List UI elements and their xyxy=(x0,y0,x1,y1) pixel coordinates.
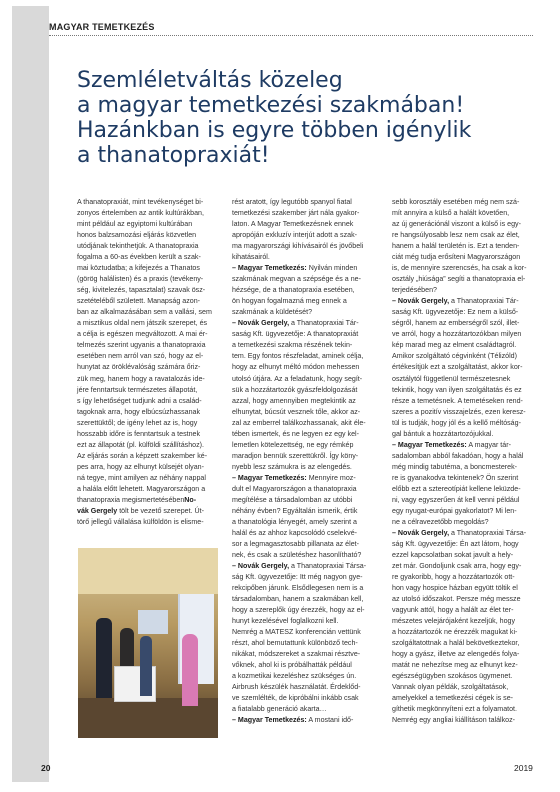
title-line: Szemléletváltás közeleg xyxy=(77,68,343,93)
speaker-label: – Magyar Temetkezés: xyxy=(232,264,307,273)
text-run: néhány évben? Egyáltalán ismerik, értik xyxy=(232,506,358,515)
text-run: kép marad meg az elment családtagról. xyxy=(392,341,517,350)
text-run: mint például az egyiptomi kultúrában xyxy=(77,220,193,229)
text-run: mai köztudatba; a kifejezés a Thanatos xyxy=(77,264,200,273)
text-line xyxy=(232,561,380,572)
photo-person xyxy=(140,636,152,696)
text-run: A magyar tár- xyxy=(466,440,511,449)
text-line xyxy=(232,385,380,396)
text-line xyxy=(232,638,380,649)
text-line xyxy=(77,197,219,208)
text-run: a Thanatopraxiai Társa- xyxy=(289,562,367,571)
text-line xyxy=(77,396,219,407)
text-run: A mostani idő- xyxy=(306,716,354,725)
text-line xyxy=(77,329,219,340)
speaker-label: – Novák Gergely, xyxy=(232,562,290,571)
text-run: osztálytól függetlenül természetesnek xyxy=(392,374,511,383)
text-line xyxy=(77,252,219,263)
text-run: tekintik, hogy van ilyen szolgáltatás és ez xyxy=(392,385,522,394)
text-line xyxy=(392,318,542,329)
text-run: vőknek, ahol ki is próbálhatták például xyxy=(232,661,352,670)
text-run: hunytat az öröklévalóság számára őriz- xyxy=(77,363,201,372)
text-line xyxy=(232,462,380,473)
text-line xyxy=(77,307,219,318)
text-line xyxy=(232,451,380,462)
text-run: a Thanatopraxiai Tár- xyxy=(289,319,359,328)
text-line xyxy=(232,219,380,230)
text-line xyxy=(392,451,542,462)
text-line xyxy=(77,473,219,484)
exhibition-photo xyxy=(78,548,218,738)
text-run: hon vagy hospice házban együtt töltik el xyxy=(392,584,518,593)
text-line xyxy=(77,506,219,517)
text-run: ság Kft. ügyvezetője: Itt még nagyon gye- xyxy=(232,573,363,582)
text-run: tölt be vezető szerepet. Út- xyxy=(117,506,204,515)
text-line xyxy=(232,407,380,418)
text-line xyxy=(392,296,542,307)
text-line xyxy=(232,605,380,616)
text-line xyxy=(392,539,542,550)
text-line xyxy=(392,385,542,396)
text-run: ön hogyan fogalmazná meg ennek a xyxy=(232,297,347,306)
text-run: ciát még tudja erősíteni Magyarországon xyxy=(392,253,521,262)
text-run: rekcipőben járunk. Elsődlegesen nem is a xyxy=(232,584,364,593)
speaker-label: – Magyar Temetkezés: xyxy=(232,473,307,482)
text-run: ná tegye, mint amilyen az néhány nappal xyxy=(77,473,206,482)
text-run: szerettüktől; de igény lehet az is, hogy xyxy=(77,418,198,427)
text-run: zonyos értelemben az antik kultúrákban, xyxy=(77,209,204,218)
text-run: matát ne nehezítse meg az elhunyt kez- xyxy=(392,661,518,670)
speaker-label: vák Gergely xyxy=(77,506,118,515)
text-run: előbb ezt a sztereotípiát kellene leküzde- xyxy=(392,484,521,493)
text-run: a kozmetikai kezeléshez szükséges ún. xyxy=(232,672,357,681)
text-run: mészetes velejárójaként kezeljük, hogy xyxy=(392,617,516,626)
text-run: ve arról, hogy a hozzátartozókban milyen xyxy=(392,330,522,339)
side-gray-strip xyxy=(12,6,49,782)
text-line xyxy=(232,660,380,671)
text-line xyxy=(392,285,542,296)
text-run: elhunytat, búcsút vesznek tőle, akkor az- xyxy=(232,407,361,416)
text-line xyxy=(392,208,542,219)
text-line xyxy=(77,495,219,506)
text-line xyxy=(232,550,380,561)
text-line xyxy=(77,230,219,241)
speaker-label: No- xyxy=(184,495,197,504)
text-line xyxy=(77,440,219,451)
text-run: Mennyire moz- xyxy=(306,473,356,482)
text-line xyxy=(77,208,219,219)
text-run: a misztikus oldal nem játszik szerepet, és xyxy=(77,319,208,328)
text-run: nikákat, módszereket a szakmai résztve- xyxy=(232,650,361,659)
photo-person xyxy=(182,634,198,706)
text-run: ség, kivitelezés, tapasztalat) szavak ösz- xyxy=(77,286,206,295)
text-run: a thanatológia lényegét, amely szerint a xyxy=(232,517,358,526)
text-line xyxy=(232,506,380,517)
text-line xyxy=(232,616,380,627)
photo-screen xyxy=(138,610,168,634)
text-run: dult el Magyarországon a thanatopraxia xyxy=(232,484,357,493)
text-run: része a temetésnek. A temetéseken rend- xyxy=(392,396,523,405)
text-line xyxy=(77,351,219,362)
text-run: is, de mennyire szerencsés, ha csak a kor- xyxy=(392,264,527,273)
text-run: fogalma a 60-as években került a szak- xyxy=(77,253,201,262)
text-run: saság Kft. ügyvezetője: A thanatopraxiát xyxy=(232,330,359,339)
text-run: a fiatalabb generáció akarta… xyxy=(232,705,327,714)
text-run: Nyilván minden xyxy=(306,264,358,273)
text-line xyxy=(232,440,380,451)
text-run: megítélése a társadalomban az utóbbi xyxy=(232,495,353,504)
photo-wall xyxy=(78,548,218,594)
text-line xyxy=(392,594,542,605)
text-line xyxy=(392,528,542,539)
text-run: a temetkezési szakma részének tekin- xyxy=(232,341,353,350)
text-line xyxy=(392,671,542,682)
text-line xyxy=(232,704,380,715)
text-run: ségről, hanem az emberségről szól, illet- xyxy=(392,319,520,328)
text-line xyxy=(232,484,380,495)
text-line xyxy=(232,208,380,219)
text-line xyxy=(77,429,219,440)
text-run: a Thanatopraxiai Társa- xyxy=(449,528,527,537)
text-run: sebb korosztály esetében még nem szá- xyxy=(392,198,520,206)
text-line xyxy=(232,197,380,208)
text-run: gíthetik megkönnyíteni ezt a folyamatot. xyxy=(392,705,517,714)
text-line xyxy=(77,296,219,307)
text-run: utolsó útjára. Az a feladatunk, hogy segít- xyxy=(232,374,363,383)
text-run: hogy az elhunyt méltó módon mehessen xyxy=(232,363,360,372)
article-column-3 xyxy=(392,197,542,727)
text-line xyxy=(392,550,542,561)
text-run: azzal, hogy amennyiben megtekintik az xyxy=(232,396,356,405)
text-run: mít annyira a külső a halált követően, xyxy=(392,209,510,218)
text-line xyxy=(392,638,542,649)
text-run: re hangsúlyosabb lesz nem csak az élet, xyxy=(392,231,520,240)
text-run: tül is tudják, hogy jól és a kellő méltóság- xyxy=(392,418,521,427)
text-line xyxy=(392,418,542,429)
text-line xyxy=(232,374,380,385)
text-line xyxy=(232,627,380,638)
text-run: nek, és csak a születéshez hasonlítható? xyxy=(232,551,362,559)
text-run: ság Kft. ügyvezetője: Én azt látom, hogy xyxy=(392,539,519,548)
text-line xyxy=(77,484,219,495)
text-run: jére fenntartsuk természetes állapotát, xyxy=(77,385,198,394)
text-line xyxy=(77,407,219,418)
speaker-label: – Magyar Temetkezés: xyxy=(232,716,307,725)
text-line xyxy=(392,429,542,440)
text-line xyxy=(232,715,380,726)
text-line xyxy=(77,241,219,252)
text-line xyxy=(392,197,542,208)
text-run: egészségügyben szokásos ügymenet. xyxy=(392,672,513,681)
text-line xyxy=(392,440,542,451)
text-line xyxy=(232,671,380,682)
text-line xyxy=(392,484,542,495)
text-run: re gyakoribb, hogy a hozzátartozók ott- xyxy=(392,573,515,582)
text-line xyxy=(77,274,219,285)
text-line xyxy=(232,572,380,583)
text-run: (görög halálisten) és a praxis (tevékeny- xyxy=(77,275,204,284)
text-run: ve szemlélték, de kipróbálni inkább csak xyxy=(232,694,359,703)
text-line xyxy=(232,230,380,241)
text-line xyxy=(392,396,542,407)
text-line xyxy=(392,572,542,583)
text-line xyxy=(77,362,219,373)
text-line xyxy=(232,693,380,704)
text-run: saság Kft. ügyvezetője: Ez nem a külső- xyxy=(392,308,519,317)
text-line xyxy=(392,693,542,704)
text-run: A thanatopraxiát, mint tevékenységet bi- xyxy=(77,198,204,206)
text-line xyxy=(392,682,542,693)
text-line xyxy=(392,517,542,528)
text-run: lemetlen kötelezettség, ne egy rémkép xyxy=(232,440,354,449)
text-line xyxy=(77,517,219,528)
text-line xyxy=(392,230,542,241)
text-line xyxy=(232,429,380,440)
text-run: hunyt kezelésével foglalkozni kell. xyxy=(232,617,339,626)
text-run: zet már. Gondoljunk csak arra, hogy egy- xyxy=(392,562,522,571)
text-run: apropóján exkluzív interjút adott a szak- xyxy=(232,231,357,240)
text-line xyxy=(392,473,542,484)
text-line xyxy=(77,219,219,230)
text-run: vagyunk attól, hogy a halált az élet ter- xyxy=(392,606,514,615)
text-run: maradjon bennük szerettükről. Így köny- xyxy=(232,451,359,460)
text-line xyxy=(232,307,380,318)
text-line xyxy=(77,263,219,274)
text-line xyxy=(392,506,542,517)
text-run: hogy a szereplők úgy érezzék, hogy az el- xyxy=(232,606,365,615)
text-run: thanatopraxia megismertetésében xyxy=(77,495,185,504)
text-run: egy nyugat-európai gyakorlatot? Mi len- xyxy=(392,506,517,515)
article-title xyxy=(77,68,537,168)
text-run: szakmának a küldetését? xyxy=(232,308,313,317)
text-line xyxy=(392,362,542,373)
text-run: osztály „hiúsága” segíti a thanatopraxia el- xyxy=(392,275,526,284)
text-run: Vannak olyan példák, szolgáltatások, xyxy=(392,683,509,692)
text-line xyxy=(232,539,380,550)
text-line xyxy=(392,274,542,285)
text-run: sor a legmagasztosabb pillanata az élet- xyxy=(232,539,359,548)
text-run: szeres a pozitív visszajelzés, ezen keresz- xyxy=(392,407,526,416)
text-line xyxy=(392,374,542,385)
text-line xyxy=(232,583,380,594)
text-line xyxy=(392,704,542,715)
text-run: szakmának megvan a szépsége és a ne- xyxy=(232,275,361,284)
text-line xyxy=(77,374,219,385)
text-line xyxy=(232,517,380,528)
speaker-label: – Novák Gergely, xyxy=(392,297,450,306)
text-line xyxy=(232,362,380,373)
text-run: ezzel kapcsolatban sokat javult a hely- xyxy=(392,551,514,559)
text-run: rést aratott, így legutóbb spanyol fiatal xyxy=(232,198,352,206)
text-line xyxy=(232,340,380,351)
text-run: s így lehetőséget tudjunk adni a család- xyxy=(77,396,202,405)
text-line xyxy=(77,385,219,396)
title-line: Hazánkban is egyre többen igénylik xyxy=(77,118,472,143)
text-line xyxy=(232,473,380,484)
section-header: MAGYAR TEMETKEZÉS xyxy=(49,22,155,32)
text-line xyxy=(232,318,380,329)
text-run: az új generációnál viszont a külső is egy- xyxy=(392,220,521,229)
text-line xyxy=(232,418,380,429)
text-run: Nemrég a MATESZ konferencián vettünk xyxy=(232,628,361,637)
header-divider xyxy=(49,35,533,36)
issue-year: 2019 xyxy=(514,763,533,773)
text-run: törő jellegű vállalása külföldön is elisme- xyxy=(77,517,204,526)
text-run: Amikor szolgáltató cégvinként (Télizóld) xyxy=(392,352,517,361)
text-run: részt, ahol bemutattunk különböző tech- xyxy=(232,639,358,648)
text-run: az utolsó időszakot. Persze még messze xyxy=(392,595,521,604)
text-line xyxy=(392,715,542,726)
text-run: sük a hozzátartozók gyászfeldolgozását xyxy=(232,385,358,394)
text-run: a hozzátartozók ne érezzék magukat ki- xyxy=(392,628,518,637)
text-run: sadalomban abból fakadóan, hogy a halál xyxy=(392,451,524,460)
text-run: tem. Egy fontos részfeladat, aminek célja, xyxy=(232,352,364,361)
text-run: tagoknak arra, hogy elbúcsúzhassanak xyxy=(77,407,201,416)
text-line xyxy=(232,296,380,307)
title-line: a magyar temetkezési szakmában! xyxy=(77,93,465,118)
text-run: ban az alkalmazásában sem a vallási, sem xyxy=(77,308,212,317)
text-run: szolgáltatottnak a halál bekövetkeztekor, xyxy=(392,639,520,648)
text-line xyxy=(392,660,542,671)
text-line xyxy=(232,528,380,539)
text-run: Airbrush készülék használatát. Érdeklőd- xyxy=(232,683,361,692)
text-run: telmezés szerint ugyanis a thanatopraxia xyxy=(77,341,206,350)
text-run: nyebb lesz számukra is az elengedés. xyxy=(232,462,352,471)
text-line xyxy=(392,407,542,418)
text-run: ne a célravezetőbb megoldás? xyxy=(392,517,489,526)
text-run: hézsége, de a thanatopraxia esetében, xyxy=(232,286,355,295)
text-run: hosszabb időre is fenntartsuk a testnek xyxy=(77,429,201,438)
text-line xyxy=(392,561,542,572)
text-line xyxy=(232,396,380,407)
text-run: temetkezési szakember járt nála gyakor- xyxy=(232,209,360,218)
text-line xyxy=(392,616,542,627)
article-column-1 xyxy=(77,197,219,528)
speaker-label: – Magyar Temetkezés: xyxy=(392,440,467,449)
text-line xyxy=(77,451,219,462)
text-run: a halála előtt lehetett. Magyarországon a xyxy=(77,484,206,493)
text-line xyxy=(392,583,542,594)
text-line xyxy=(392,462,542,473)
text-run: a Thanatopraxiai Tár- xyxy=(449,297,519,306)
text-run: laton. A Magyar Temetkezésnek ennek xyxy=(232,220,354,229)
text-line xyxy=(77,462,219,473)
text-line xyxy=(392,605,542,616)
text-line xyxy=(392,351,542,362)
text-run: hanem a halál területén is. Ezt a tenden- xyxy=(392,242,520,251)
text-line xyxy=(392,307,542,318)
text-run: amelyekkel a temetkezési cégek is se- xyxy=(392,694,514,703)
page-number: 20 xyxy=(41,763,51,773)
text-line xyxy=(232,594,380,605)
text-run: még mindig tabutéma, a boncmesterek- xyxy=(392,462,517,471)
text-run: hogy a gyász, illetve az elengedés folya- xyxy=(392,650,520,659)
text-line xyxy=(232,285,380,296)
text-line xyxy=(232,495,380,506)
text-line xyxy=(392,241,542,252)
text-line xyxy=(232,274,380,285)
text-line xyxy=(392,495,542,506)
text-run: pes arra, hogy az elhunyt külsejét olyan- xyxy=(77,462,204,471)
text-run: halál és az ahhoz kapcsolódó cselekvé- xyxy=(232,528,358,537)
text-run: Nemrég egy angliai kiállításon találkoz- xyxy=(392,716,516,725)
text-run: ma magyarországi kihívásairól és jövőbeli xyxy=(232,242,364,251)
text-run: kihatásairól. xyxy=(232,253,270,262)
text-line xyxy=(392,649,542,660)
text-run: zal az emberrel találkozhassanak, akit éle- xyxy=(232,418,366,427)
text-run: ni, vagy egyszerűen át kell venni például xyxy=(392,495,520,504)
text-line xyxy=(232,682,380,693)
text-line xyxy=(232,263,380,274)
text-run: re is gyanakodva tekintenek? Ön szerint xyxy=(392,473,519,482)
text-line xyxy=(392,627,542,638)
text-line xyxy=(77,285,219,296)
text-line xyxy=(77,418,219,429)
text-run: szetételéből született. Manapság azon- xyxy=(77,297,201,306)
text-line xyxy=(392,263,542,274)
text-line xyxy=(392,219,542,230)
text-line xyxy=(77,318,219,329)
text-line xyxy=(232,351,380,362)
speaker-label: – Novák Gergely, xyxy=(232,319,290,328)
text-run: társadalomban, hanem a szakmában kell, xyxy=(232,595,364,604)
text-run: esetében nem arról van szó, hogy az el- xyxy=(77,352,204,361)
text-run: gal bántuk a hozzátartozójukkal. xyxy=(392,429,494,438)
text-line xyxy=(232,329,380,340)
article-column-2 xyxy=(232,197,380,727)
text-run: ezt az állapotát (pl. külföldi szállításhoz). xyxy=(77,440,204,449)
text-line xyxy=(232,252,380,263)
text-run: zük meg, hanem hogy a ravatalozás ide- xyxy=(77,374,205,383)
text-run: utódjának tekinthetjük. A thanatopraxia xyxy=(77,242,199,251)
text-line xyxy=(392,329,542,340)
text-line xyxy=(77,340,219,351)
title-line: a thanatopraxiát! xyxy=(77,143,270,168)
text-run: tében ismertek, és ne legyen ez egy kel- xyxy=(232,429,359,438)
photo-person xyxy=(96,618,112,698)
text-run: értékesítjük ezt a szolgáltatást, akkor kor- xyxy=(392,363,523,372)
text-run: terjedésében? xyxy=(392,286,437,295)
text-run: honos balzsamozási eljárás közvetlen xyxy=(77,231,197,240)
text-line xyxy=(392,340,542,351)
text-run: Az eljárás során a képzett szakember ké- xyxy=(77,451,208,460)
text-line xyxy=(232,649,380,660)
text-line xyxy=(232,241,380,252)
speaker-label: – Novák Gergely, xyxy=(392,528,450,537)
text-line xyxy=(392,252,542,263)
text-run: a célja is egészen megváltozott. A mai ér- xyxy=(77,330,208,339)
